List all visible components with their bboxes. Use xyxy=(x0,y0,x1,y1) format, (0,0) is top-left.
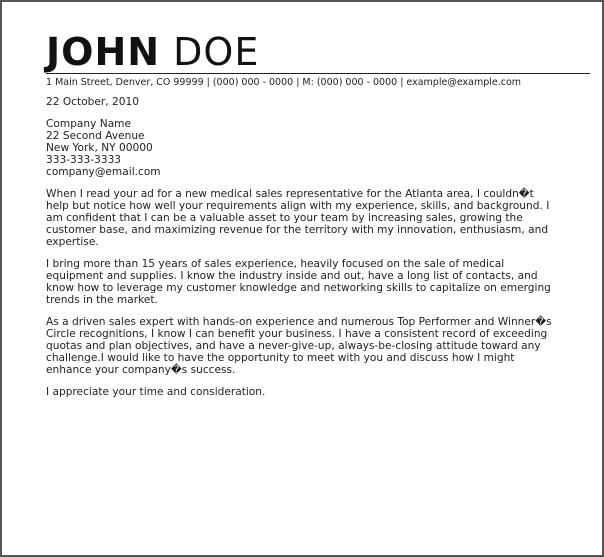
paragraph-1-line: am confident that I can be a valuable asset to your team by increasing sales, growing the xyxy=(46,212,523,224)
paragraph-3-line: As a driven sales expert with hands-on experience and numerous Top Performer and Winner�s xyxy=(46,316,552,328)
paragraph-2-line: know how to leverage my customer knowledge and networking skills to capitalize on emerging xyxy=(46,282,551,294)
paragraph-1-line: help but notice how well your requirements align with my experience, skills, and background. I xyxy=(46,200,550,212)
paragraph-1 xyxy=(46,188,566,248)
paragraph-3 xyxy=(46,316,566,376)
paragraph-3-line: enhance your company�s success. xyxy=(46,364,236,376)
recipient-city: New York, NY 00000 xyxy=(46,142,153,154)
sender-first-name: JOHN xyxy=(46,30,161,74)
paragraph-2-line: trends in the market. xyxy=(46,294,158,306)
paragraph-2-line: I bring more than 15 years of sales experience, heavily focused on the sale of medical xyxy=(46,258,505,270)
recipient-company: Company Name xyxy=(46,118,132,130)
letter-body xyxy=(46,96,566,398)
sender-contact-line: 1 Main Street, Denver, CO 99999 | (000) 000 - 0000 | M: (000) 000 - 0000 | example@example.com xyxy=(46,73,590,89)
recipient-street: 22 Second Avenue xyxy=(46,130,145,142)
letter-date: 22 October, 2010 xyxy=(46,96,139,108)
paragraph-1-line: customer base, and maximizing revenue for the territory with my innovation, enthusiasm, and xyxy=(46,224,549,236)
paragraph-3-line: challenge.I would like to have the opportunity to meet with you and discuss how I might xyxy=(46,352,515,364)
paragraph-3-line: Circle recognitions, I know I can benefit your business. I have a consistent record of exceeding xyxy=(46,328,548,340)
sender-last-name: DOE xyxy=(173,30,260,74)
recipient-phone: 333-333-3333 xyxy=(46,154,122,166)
paragraph-2-line: equipment and supplies. I know the industry inside and out, have a long list of contacts, and xyxy=(46,270,538,282)
paragraph-1-line: expertise. xyxy=(46,236,99,248)
paragraph-3-line: quotas and plan objectives, and have a never-give-up, always-be-closing attitude toward any xyxy=(46,340,541,352)
recipient-address xyxy=(46,118,566,178)
closing-line: I appreciate your time and consideration. xyxy=(46,386,266,398)
paragraph-2 xyxy=(46,258,566,306)
paragraph-1-line: When I read your ad for a new medical sales representative for the Atlanta area, I couldn�t xyxy=(46,188,534,200)
letter-header xyxy=(46,32,590,89)
recipient-email: company@email.com xyxy=(46,166,161,178)
sender-name xyxy=(46,32,590,72)
